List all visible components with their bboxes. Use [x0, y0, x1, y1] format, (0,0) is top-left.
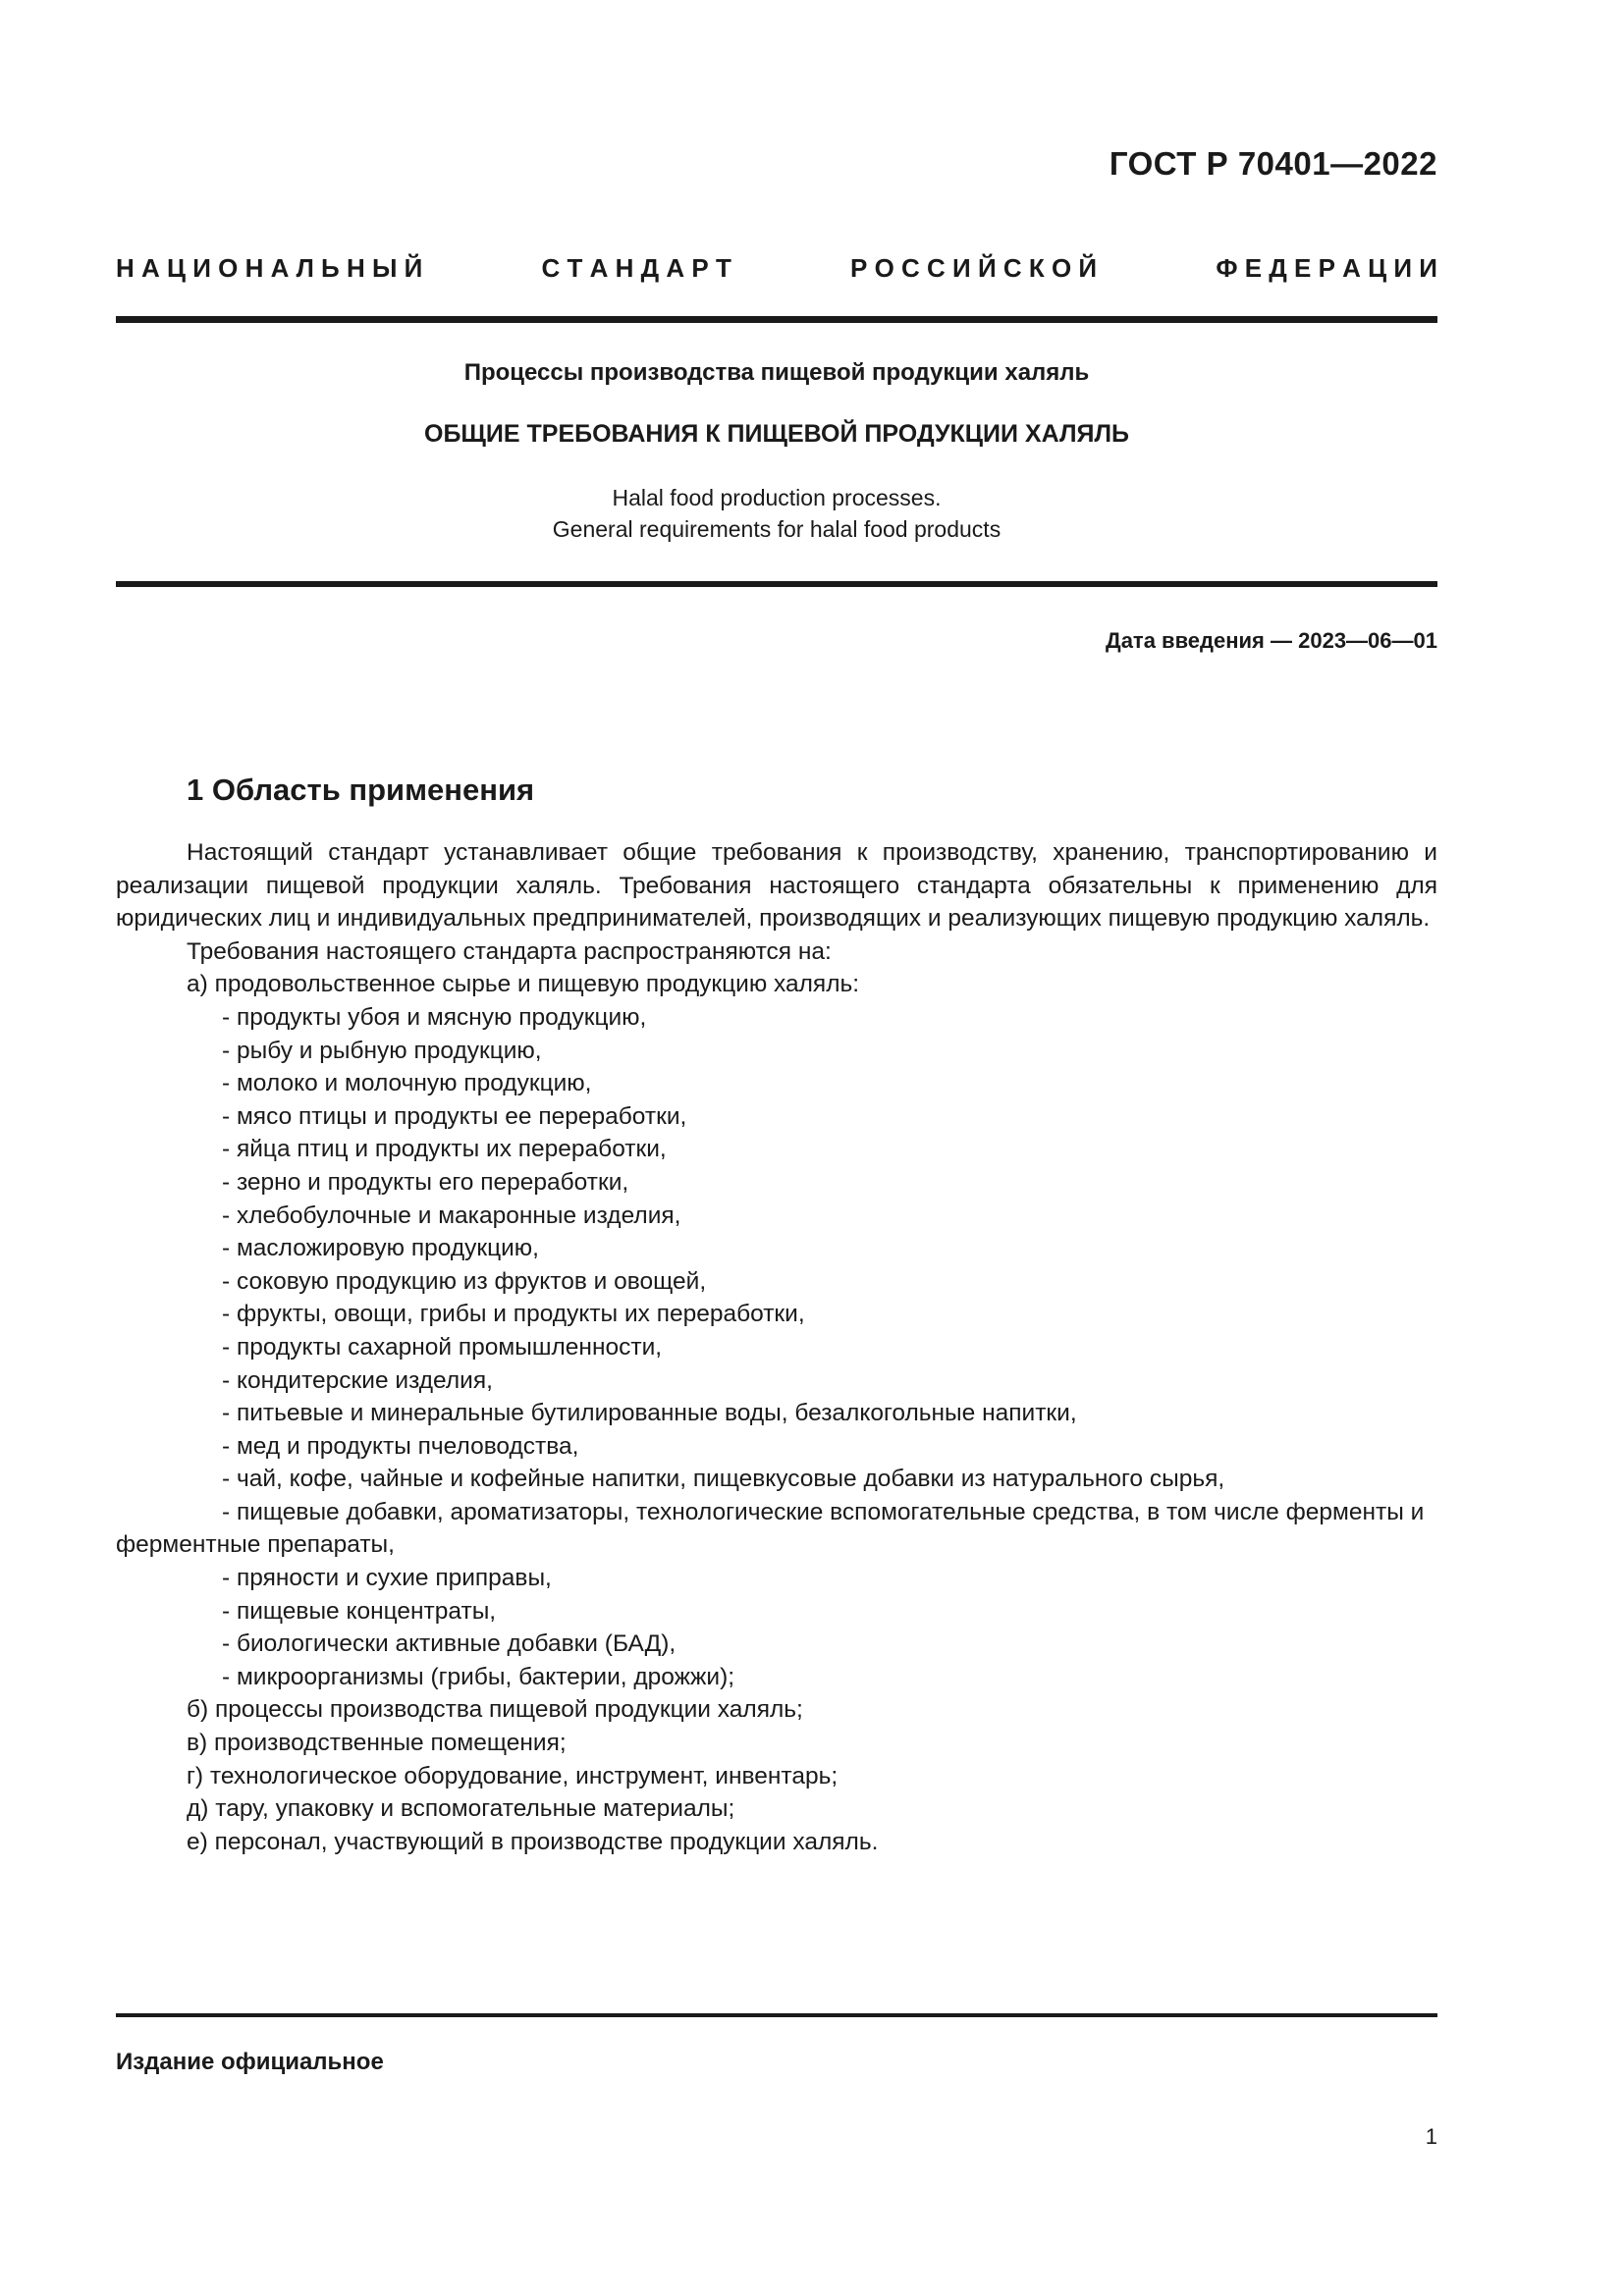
list-item: - кондитерские изделия,	[222, 1366, 493, 1394]
list-item: - пищевые концентраты,	[222, 1597, 497, 1625]
list-item-a: а) продовольственное сырье и пищевую продукцию халяль:	[187, 971, 860, 998]
list-item: - зерно и продукты его переработки,	[222, 1168, 629, 1196]
banner-word: Ф Е Д Е Р А Ц И И	[1216, 253, 1437, 283]
list-item-b: б) процессы производства пищевой продукции халяль;	[187, 1696, 803, 1724]
title-russian: Процессы производства пищевой продукции халяль	[463, 359, 1090, 386]
list-item: - яйца птиц и продукты их переработки,	[222, 1136, 667, 1163]
list-item: - пряности и сухие приправы,	[222, 1565, 552, 1592]
middle-rule	[116, 581, 1437, 587]
applies-to-paragraph: Требования настоящего стандарта распространяются на:	[187, 937, 832, 965]
product-list	[116, 1001, 1437, 1693]
section-body	[116, 836, 1437, 1858]
banner-word: Р О С С И Й С К О Й	[850, 253, 1098, 283]
title-english	[116, 482, 1437, 545]
national-standard-banner	[116, 253, 1437, 284]
list-item: - продукты убоя и мясную продукцию,	[222, 1003, 647, 1031]
list-item: - фрукты, овощи, грибы и продукты их переработки,	[222, 1301, 805, 1328]
banner-word: Н А Ц И О Н А Л Ь Н Ы Й	[116, 253, 423, 283]
list-item: - микроорганизмы (грибы, бактерии, дрожжи);	[222, 1663, 735, 1690]
list-item: - мед и продукты пчеловодства,	[222, 1432, 579, 1460]
scope-paragraph: Настоящий стандарт устанавливает общие требования к производству, хранению, транспортированию и реализации пищевой продукции халяль. Требования настоящего стандарта обязательны к применению для юридических лиц и индивидуальных предпринимателей, производящих и реализующих пищевую продукцию халяль.	[116, 839, 1437, 933]
list-item-v: в) производственные помещения;	[187, 1730, 567, 1757]
page-number: 1	[1425, 2124, 1437, 2149]
document-number: ГОСТ Р 70401—2022	[1109, 145, 1437, 182]
list-item: - хлебобулочные и макаронные изделия,	[222, 1201, 681, 1229]
list-item: - чай, кофе, чайные и кофейные напитки, пищевкусовые добавки из натурального сырья,	[222, 1466, 1225, 1493]
official-edition-label: Издание официальное	[116, 2049, 384, 2075]
bottom-rule	[116, 2013, 1437, 2017]
title-english-line-2: General requirements for halal food products	[552, 516, 1001, 542]
introduction-date: Дата введения — 2023—06—01	[1106, 628, 1437, 653]
list-item: - пищевые добавки, ароматизаторы, технологические вспомогательные средства, в том числе ферменты и ферментные препараты,	[116, 1498, 1425, 1559]
banner-word: С Т А Н Д А Р Т	[541, 253, 731, 283]
list-item: - продукты сахарной промышленности,	[222, 1333, 663, 1361]
list-item-d: д) тару, упаковку и вспомогательные материалы;	[187, 1795, 735, 1823]
list-item: - питьевые и минеральные бутилированные воды, безалкогольные напитки,	[222, 1400, 1077, 1427]
list-item: - соковую продукцию из фруктов и овощей,	[222, 1267, 707, 1295]
top-rule	[116, 316, 1437, 323]
section-heading: 1 Область применения	[187, 773, 535, 807]
title-english-line-1: Halal food production processes.	[612, 485, 942, 510]
list-item: - мясо птицы и продукты ее переработки,	[222, 1102, 687, 1130]
list-item: - молоко и молочную продукцию,	[222, 1070, 592, 1097]
list-item: - масложировую продукцию,	[222, 1235, 539, 1262]
list-item: - биологически активные добавки (БАД),	[222, 1630, 677, 1658]
list-item-e: е) персонал, участвующий в производстве продукции халяль.	[187, 1828, 879, 1855]
title-russian-caps: ОБЩИЕ ТРЕБОВАНИЯ К ПИЩЕВОЙ ПРОДУКЦИИ ХАЛЯЛЬ	[424, 420, 1129, 448]
list-item: - рыбу и рыбную продукцию,	[222, 1037, 542, 1064]
list-item-g: г) технологическое оборудование, инструмент, инвентарь;	[187, 1762, 839, 1789]
